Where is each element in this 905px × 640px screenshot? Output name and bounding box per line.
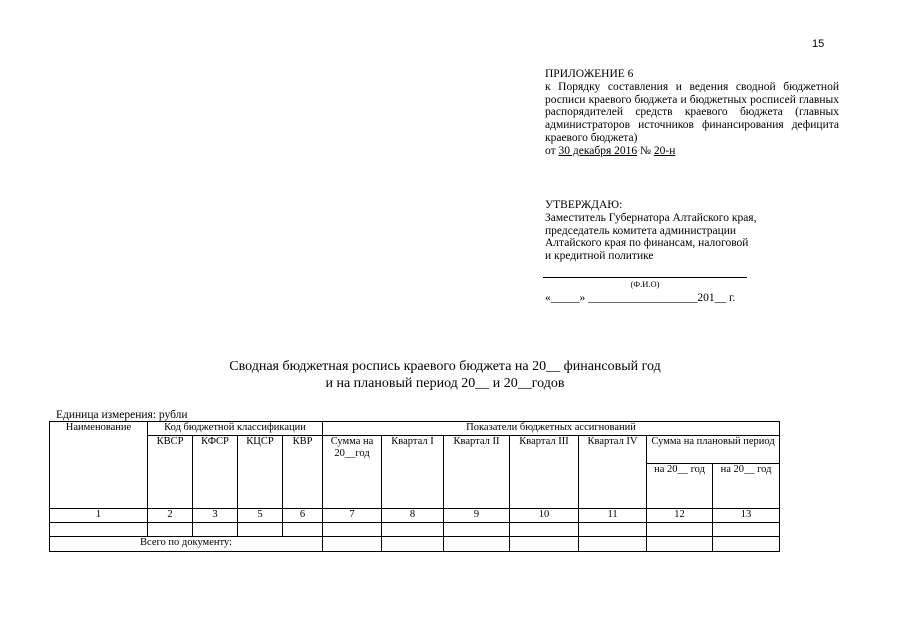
approval-line: Заместитель Губернатора Алтайского края, bbox=[545, 211, 757, 224]
table-cell bbox=[382, 523, 444, 537]
col-number: 8 bbox=[382, 509, 444, 523]
table-cell bbox=[323, 523, 382, 537]
col-number: 12 bbox=[647, 509, 713, 523]
header-q3: Квартал III bbox=[510, 436, 579, 509]
header-plan-period: Сумма на плановый период bbox=[647, 436, 780, 464]
table-cell bbox=[510, 537, 579, 552]
title-line-1: Сводная бюджетная роспись краевого бюджета на 20__ финансовый год bbox=[229, 359, 661, 374]
col-number: 7 bbox=[323, 509, 382, 523]
table-cell bbox=[647, 523, 713, 537]
col-number: 2 bbox=[148, 509, 193, 523]
appendix-title: ПРИЛОЖЕНИЕ 6 bbox=[545, 68, 634, 80]
fio-label: (Ф.И.О) bbox=[630, 279, 660, 289]
title-line-2: и на плановый период 20__ и 20__годов bbox=[325, 376, 565, 391]
table-cell bbox=[382, 537, 444, 552]
page-number: 15 bbox=[812, 38, 825, 50]
total-row bbox=[50, 537, 780, 552]
table-cell bbox=[444, 537, 510, 552]
header-plan-year-1: на 20__ год bbox=[647, 464, 713, 509]
col-number: 6 bbox=[283, 509, 323, 523]
approval-line: и кредитной политике bbox=[545, 250, 654, 263]
col-number: 1 bbox=[50, 509, 148, 523]
col-number: 11 bbox=[579, 509, 647, 523]
table-cell bbox=[444, 523, 510, 537]
approval-date-line: «_____» ___________________201__ г. bbox=[545, 292, 736, 304]
col-number: 3 bbox=[193, 509, 238, 523]
header-sum-year: Сумма на 20__год bbox=[323, 436, 382, 509]
header-kfsr: КФСР bbox=[193, 436, 238, 509]
table-cell bbox=[713, 523, 780, 537]
table-cell bbox=[713, 537, 780, 552]
header-kvsr: КВСР bbox=[148, 436, 193, 509]
appendix-date: 30 декабря 2016 bbox=[558, 144, 638, 157]
approval-heading: УТВЕРЖДАЮ: bbox=[545, 199, 623, 211]
header-name: Наименование bbox=[50, 422, 148, 509]
budget-table bbox=[49, 421, 780, 552]
col-number: 13 bbox=[713, 509, 780, 523]
total-label: Всего по документу: bbox=[50, 537, 323, 552]
table-cell bbox=[510, 523, 579, 537]
unit-label: Единица измерения: рубли bbox=[56, 409, 188, 421]
table-cell bbox=[283, 523, 323, 537]
appendix-number: 20-н bbox=[653, 144, 676, 157]
header-q2: Квартал II bbox=[444, 436, 510, 509]
appendix-number-sign: № bbox=[640, 144, 651, 157]
table-cell bbox=[50, 523, 148, 537]
appendix-date-line bbox=[545, 145, 839, 158]
header-q4: Квартал IV bbox=[579, 436, 647, 509]
header-indicators-group: Показатели бюджетных ассигнований bbox=[323, 422, 780, 436]
header-kvr: КВР bbox=[283, 436, 323, 509]
table-cell bbox=[579, 523, 647, 537]
header-code-group: Код бюджетной классификации bbox=[148, 422, 323, 436]
header-plan-year-2: на 20__ год bbox=[713, 464, 780, 509]
approval-block bbox=[545, 199, 805, 263]
header-kcsr: КЦСР bbox=[238, 436, 283, 509]
signature-line bbox=[543, 277, 747, 278]
table-row bbox=[50, 523, 780, 537]
appendix-date-prefix: от bbox=[545, 144, 556, 157]
table-cell bbox=[193, 523, 238, 537]
table-cell bbox=[647, 537, 713, 552]
document-title bbox=[140, 358, 750, 392]
approval-line: председатель комитета администрации bbox=[545, 224, 737, 237]
col-number: 5 bbox=[238, 509, 283, 523]
col-number: 10 bbox=[510, 509, 579, 523]
table-cell bbox=[148, 523, 193, 537]
header-q1: Квартал I bbox=[382, 436, 444, 509]
table-cell bbox=[323, 537, 382, 552]
appendix-text: к Порядку составления и ведения сводной бюджетной росписи краевого бюджета и бюджетных росписей главных распорядителей средств краевого бюджета (главных администраторов источников финансирования дефицита краевого бюджета) bbox=[545, 80, 839, 144]
table-cell bbox=[238, 523, 283, 537]
table-cell bbox=[579, 537, 647, 552]
appendix-block bbox=[545, 68, 839, 158]
col-number: 9 bbox=[444, 509, 510, 523]
approval-line: Алтайского края по финансам, налоговой bbox=[545, 237, 749, 250]
